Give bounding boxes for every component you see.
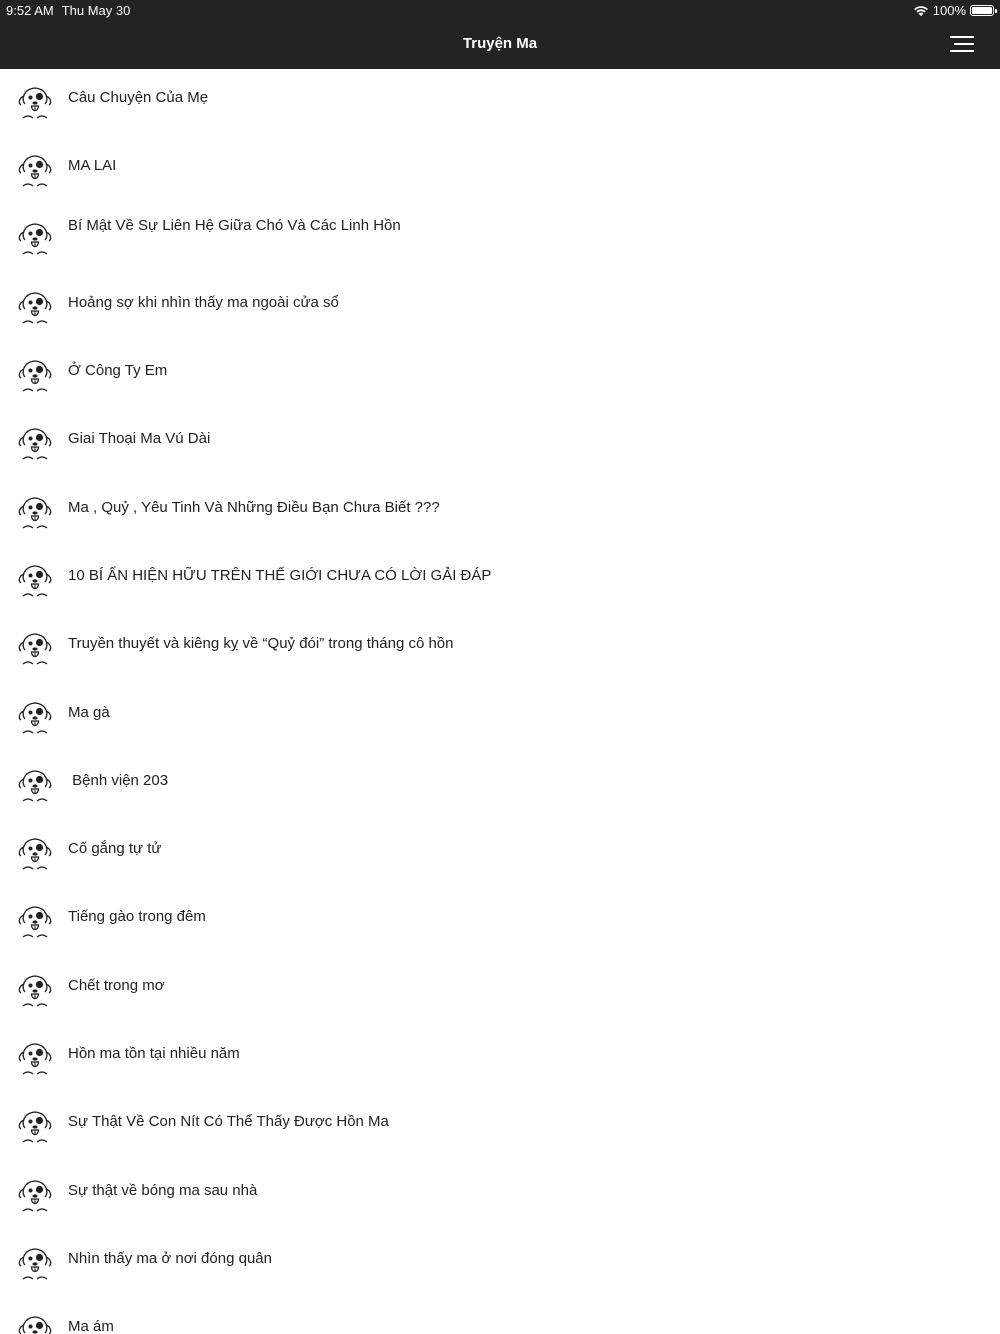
story-title: Ma ám [68,1318,114,1334]
status-left [6,3,130,18]
ghost-icon [14,215,56,257]
hamburger-menu-icon[interactable] [950,34,974,54]
ghost-icon [14,1308,56,1334]
page-title: Truyện Ma [462,35,538,52]
ghost-icon [14,830,56,872]
ghost-icon [14,284,56,326]
ghost-icon [14,1172,56,1214]
nav-bar [0,20,1000,69]
story-title: Giai Thoại Ma Vú Dài [68,430,211,447]
story-list[interactable] [0,69,1000,1334]
story-title: Bí Mật Về Sự Liên Hệ Giữa Chó Và Các Linh Hồn [68,217,401,234]
ghost-icon [14,420,56,462]
ghost-icon [14,694,56,736]
ghost-icon [14,352,56,394]
story-title: Truyền thuyết và kiêng kỵ về “Quỷ đói” trong tháng cô hồn [68,635,454,652]
status-time: 9:52 AM [6,3,54,18]
ghost-icon [14,762,56,804]
battery-percent: 100% [932,3,966,18]
story-title: Hồn ma tồn tại nhiều năm [68,1045,240,1062]
ghost-icon [14,1103,56,1145]
ghost-icon [14,557,56,599]
battery-icon [970,5,994,16]
ghost-icon [14,1240,56,1282]
ghost-icon [14,489,56,531]
story-title: Ở Công Ty Em [68,362,168,379]
story-title: Sự Thật Về Con Nít Có Thể Thấy Được Hồn Ma [68,1113,389,1130]
story-title: Chết trong mơ [68,977,165,994]
story-title: Ma , Quỷ , Yêu Tinh Và Những Điều Bạn Chưa Biết ??? [68,499,440,516]
ghost-icon [14,79,56,121]
story-title: Cố gắng tự tử [68,840,162,857]
story-title: Ma gà [68,704,110,721]
ghost-icon [14,1035,56,1077]
status-date: Thu May 30 [61,3,131,18]
story-title: Hoảng sợ khi nhìn thấy ma ngoài cửa sổ [68,294,339,311]
ghost-icon [14,898,56,940]
ghost-icon [14,625,56,667]
ghost-icon [14,147,56,189]
wifi-icon [913,5,929,17]
ghost-icon [14,967,56,1009]
status-right [913,3,994,18]
story-title: Câu Chuyện Của Mẹ [68,89,209,106]
story-title: Tiếng gào trong đêm [68,908,206,925]
story-title: Nhìn thấy ma ở nơi đóng quân [68,1250,272,1267]
story-title: MA LAI [68,157,117,174]
story-title: Bệnh viện 203 [68,772,169,789]
story-title: 10 BÍ ẨN HIỆN HỮU TRÊN THẾ GIỚI CHƯA CÓ LỜI GẢI ĐÁP [68,567,492,584]
story-title: Sự thật về bóng ma sau nhà [68,1182,258,1199]
status-bar [0,0,1000,20]
